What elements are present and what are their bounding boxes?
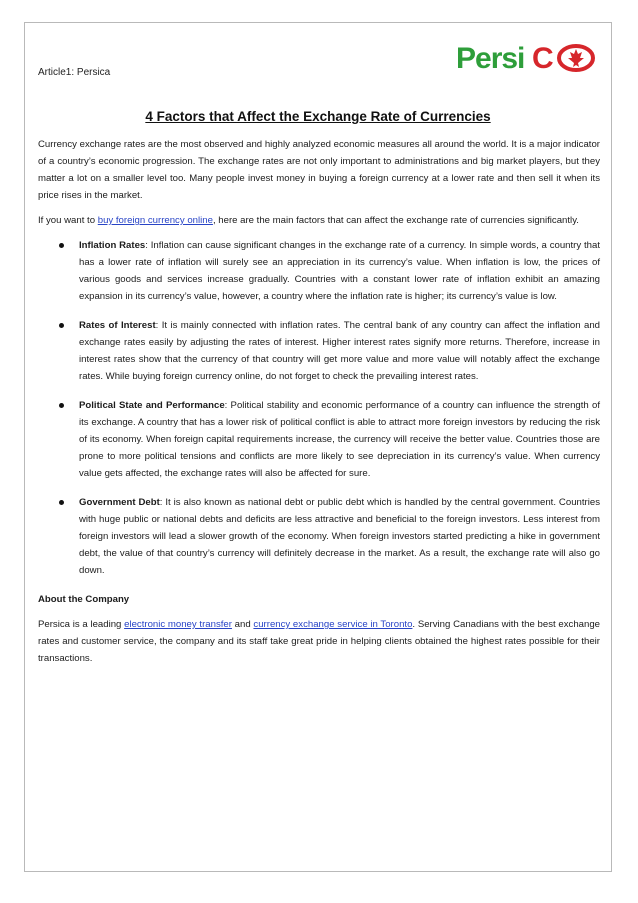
- buy-currency-link[interactable]: buy foreign currency online: [97, 215, 213, 226]
- factor-text: : It is also known as national debt or public debt which is handled by the central government. Countries with huge public or national debts and deficits are less attractive and beneficial to the foreign investors. Less interest from foreign investors will lead a slower growth of the economy. When foreign investors started predicting a hike in government debt, the value of that country’s currency will definitely decrease in the market. As a result, the exchange rate will also go down.: [79, 497, 600, 576]
- lead-text: If you want to: [38, 215, 98, 226]
- bullet-icon: [59, 323, 64, 328]
- logo-text-red: C: [532, 42, 554, 75]
- factor-text: : Political stability and economic performance of a country can influence the strength of its exchange. A country that has a lower risk of political conflict is able to attract more foreign investors by reducing the risk of its economy. When foreign capital requirements increase, the currency will receive the better value. Countries those are prone to more political tensions and conflicts are more likely to see depreciation in its currency’s value. When currency value gets affected, the exchange rates will also be affected for sure.: [79, 400, 600, 479]
- lead-paragraph: [38, 212, 600, 229]
- article-title: 4 Factors that Affect the Exchange Rate of Currencies: [145, 109, 491, 124]
- document-page: [24, 22, 612, 872]
- list-item: [38, 397, 600, 482]
- maple-leaf-icon: [559, 46, 593, 70]
- lead-text-end: , here are the main factors that can affect the exchange rate of currencies significantly.: [212, 215, 579, 226]
- logo-text-green: Persi: [456, 42, 525, 75]
- article-body: [38, 136, 600, 675]
- currency-exchange-link[interactable]: currency exchange service in Toronto: [253, 619, 413, 630]
- factor-text: : It is mainly connected with inflation rates. The central bank of any country can affect the inflation and exchange rates easily by adjusting the rates of interest. Higher interest rates signify more returns. Therefore, increase in interest rates show that the currency of that country will get more value and more value will notably affect the exchange rates. While buying foreign currency online, do not forget to check the prevailing interest rates.: [79, 320, 601, 382]
- bullet-icon: [59, 243, 64, 248]
- factor-term: Inflation Rates: [79, 240, 146, 251]
- list-item: [38, 237, 600, 305]
- factor-term: Political State and Performance: [79, 400, 225, 411]
- factors-list: [38, 237, 600, 579]
- money-transfer-link[interactable]: electronic money transfer: [124, 619, 232, 630]
- factor-text: : Inflation can cause significant changes in the exchange rate of a currency. In simple words, a country that has a lower rate of inflation will surely see an appreciation in its currency’s value. When inflation is low, the prices of various goods and services increase gradually. Countries with a constant lower rate of inflation exhibit an amazing expansion in its currency’s value, however, a country where the inflation rate is higher; its currency’s value is low.: [79, 240, 600, 302]
- article-label: Article1: Persica: [38, 67, 111, 78]
- about-text-end: . Serving Canadians with the best exchange rates and customer service, the company and its staff take great pride in helping clients obtained the highest rates possible for their transactions.: [38, 619, 600, 664]
- bullet-icon: [59, 403, 64, 408]
- factor-term: Government Debt: [79, 497, 160, 508]
- list-item: [38, 317, 600, 385]
- about-paragraph: [38, 616, 600, 667]
- list-item: [38, 494, 600, 579]
- factor-term: Rates of Interest: [79, 320, 156, 331]
- about-text: Persica is a leading: [38, 619, 125, 630]
- about-text: and: [231, 619, 254, 630]
- bullet-icon: [59, 500, 64, 505]
- persica-logo: [456, 37, 600, 77]
- about-heading: About the Company: [38, 594, 130, 605]
- intro-paragraph: Currency exchange rates are the most observed and highly analyzed economic measures all around the world. It is a major indicator of a country’s economic progression. The exchange rates are not only important to administrations and big market players, but they matter a lot on a smaller level too. Many people invest money in buying a foreign currency at a lower rate and then sell it when its price rises in the market.: [38, 139, 600, 201]
